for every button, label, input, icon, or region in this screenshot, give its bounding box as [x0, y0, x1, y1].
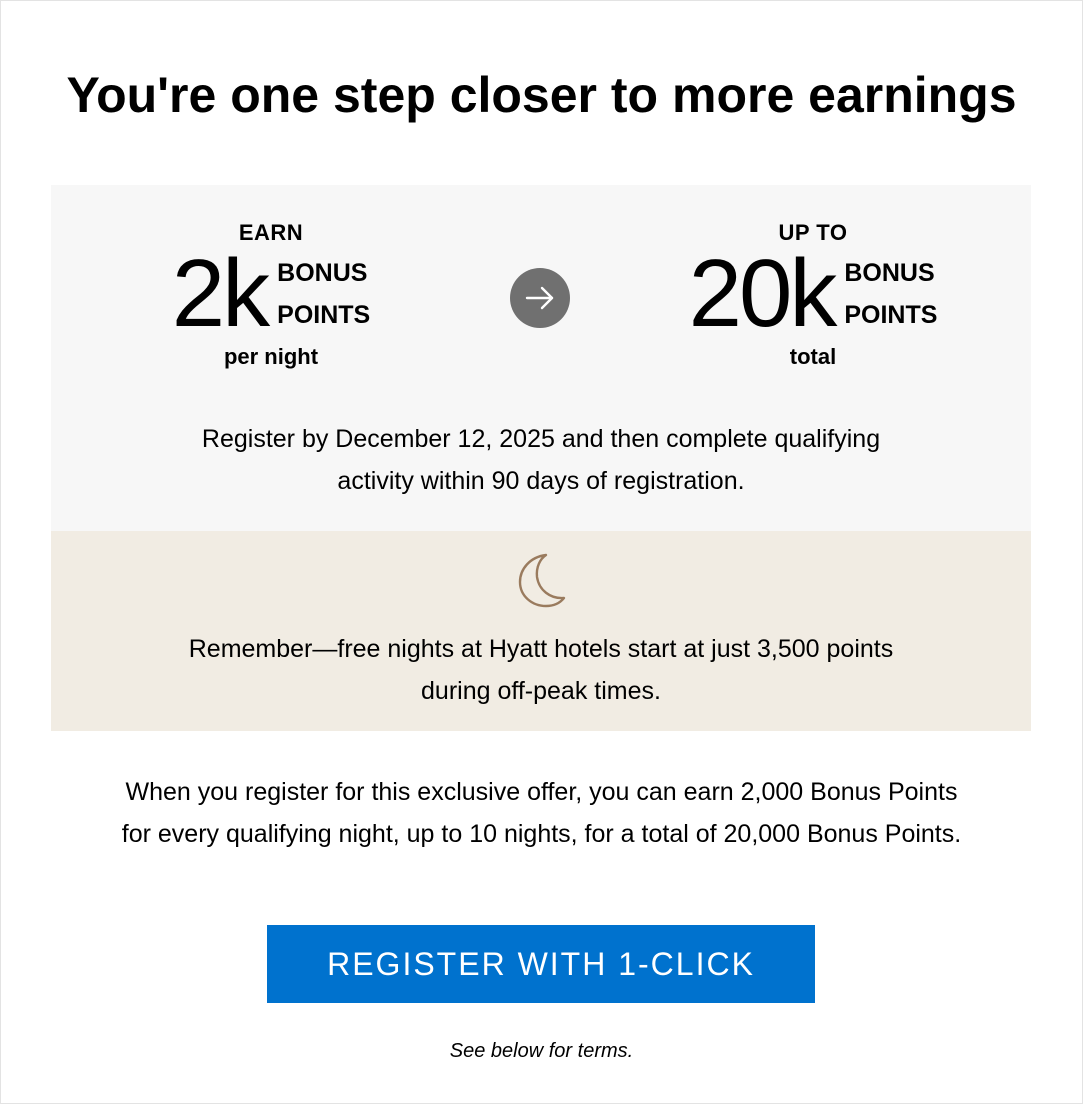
moon-icon — [514, 549, 570, 611]
total-bonus-label — [844, 252, 937, 336]
reminder-line1: Remember—free nights at Hyatt hotels start at just 3,500 points — [188, 635, 894, 663]
reminder-line2: during off-peak times. — [421, 677, 661, 705]
offer-details-line2: for every qualifying night, up to 10 nights, for a total of 20,000 Bonus Points. — [121, 820, 962, 848]
total-points-row — [668, 240, 958, 347]
offer-description-line2: activity within 90 days of registration. — [337, 467, 745, 495]
offer-panel — [51, 185, 1031, 531]
total-eyebrow: UP TO — [778, 220, 848, 245]
total-bonus-label-line2: POINTS — [844, 301, 938, 329]
earn-bonus-label-line2: POINTS — [277, 301, 371, 329]
offer-description-line1: Register by December 12, 2025 and then complete qualifying — [201, 425, 881, 453]
offer-description — [51, 418, 1031, 502]
total-sub: total — [789, 344, 837, 369]
earn-per-night-block — [156, 217, 386, 375]
earn-sub: per night — [223, 344, 319, 369]
earn-eyebrow: EARN — [238, 220, 304, 245]
earn-bonus-label — [277, 252, 370, 336]
page-title: You're one step closer to more earnings — [66, 67, 1017, 123]
offer-details-line1: When you register for this exclusive offer, you can earn 2,000 Bonus Points — [125, 778, 958, 806]
earn-bonus-label-line1: BONUS — [277, 259, 368, 287]
total-bonus-label-line1: BONUS — [844, 259, 935, 287]
total-amount: 20k — [688, 240, 835, 347]
reminder-text — [51, 628, 1031, 712]
terms-note: See below for terms. — [449, 1040, 634, 1062]
reminder-panel — [51, 531, 1031, 731]
arrow-right-icon — [510, 268, 570, 328]
offer-details — [1, 771, 1082, 855]
register-button[interactable]: REGISTER WITH 1-CLICK — [267, 925, 815, 1003]
earn-points-row — [156, 240, 386, 347]
earn-total-block — [668, 217, 958, 375]
earn-amount: 2k — [171, 240, 268, 347]
